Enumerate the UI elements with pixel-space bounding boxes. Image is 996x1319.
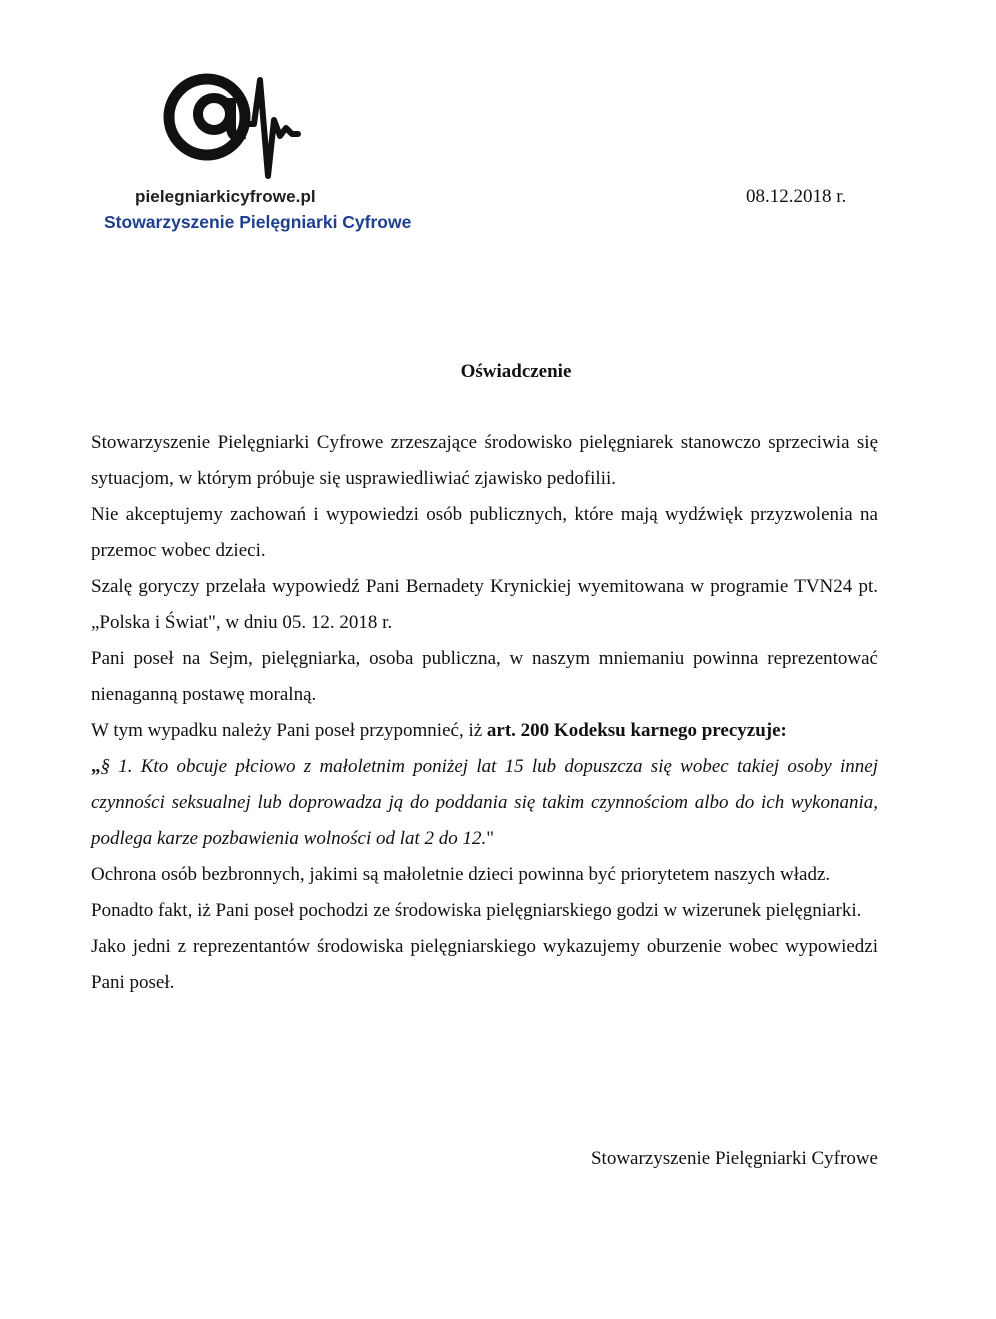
organization-logo [104, 68, 412, 238]
legal-quote [91, 749, 878, 857]
paragraph-7: Ponadto fakt, iż Pani poseł pochodzi ze środowiska pielęgniarskiego godzi w wizerunek pielęgniarki. [91, 900, 862, 921]
signature: Stowarzyszenie Pielęgniarki Cyfrowe [590, 1148, 878, 1169]
paragraph-8: Jako jedni z reprezentantów środowiska pielęgniarskiego wykazujemy oburzenie wobec wypowiedzi Pani poseł. [91, 936, 878, 993]
document-date: 08.12.2018 r. [746, 186, 847, 207]
legal-reference: art. 200 Kodeksu karnego precyzuje: [486, 720, 787, 741]
paragraph-6: Ochrona osób bezbronnych, jakimi są małoletnie dzieci powinna być priorytetem naszych władz. [91, 864, 831, 885]
quote-open-mark: „ [91, 756, 101, 777]
at-sign-heartbeat-icon [158, 68, 308, 186]
logo-organization-name: Stowarzyszenie Pielęgniarki Cyfrowe [104, 212, 412, 232]
document-title: Oświadczenie [460, 361, 572, 382]
paragraph-3: Szalę goryczy przelała wypowiedź Pani Bernadety Krynickiej wyemitowana w programie TVN24 pt. „Polska i Świat", w dniu 05. 12. 2018 r. [91, 576, 878, 633]
document-body [91, 425, 878, 1001]
paragraph-4: Pani poseł na Sejm, pielęgniarka, osoba publiczna, w naszym mniemaniu powinna reprezentować nienaganną postawę moralną. [91, 648, 878, 705]
paragraph-1: Stowarzyszenie Pielęgniarki Cyfrowe zrzeszające środowisko pielęgniarek stanowczo sprzeciwia się sytuacjom, w którym próbuje się usprawiedliwiać zjawisko pedofilii. [91, 432, 878, 489]
quote-close-mark: " [486, 828, 495, 849]
paragraph-5 [91, 713, 878, 749]
paragraph-2: Nie akceptujemy zachowań i wypowiedzi osób publicznych, które mają wydźwięk przyzwolenia na przemoc wobec dzieci. [91, 504, 878, 561]
paragraph-5-intro: W tym wypadku należy Pani poseł przypomnieć, iż [91, 720, 487, 741]
logo-website: pielegniarkicyfrowe.pl [135, 187, 316, 206]
quote-text: § 1. Kto obcuje płciowo z małoletnim poniżej lat 15 lub dopuszcza się wobec takiej osoby innej czynności seksualnej lub doprowadza ją do poddania się takim czynnościom albo do ich wykonania, podlega karze pozbawienia wolności od lat 2 do 12. [91, 756, 878, 849]
